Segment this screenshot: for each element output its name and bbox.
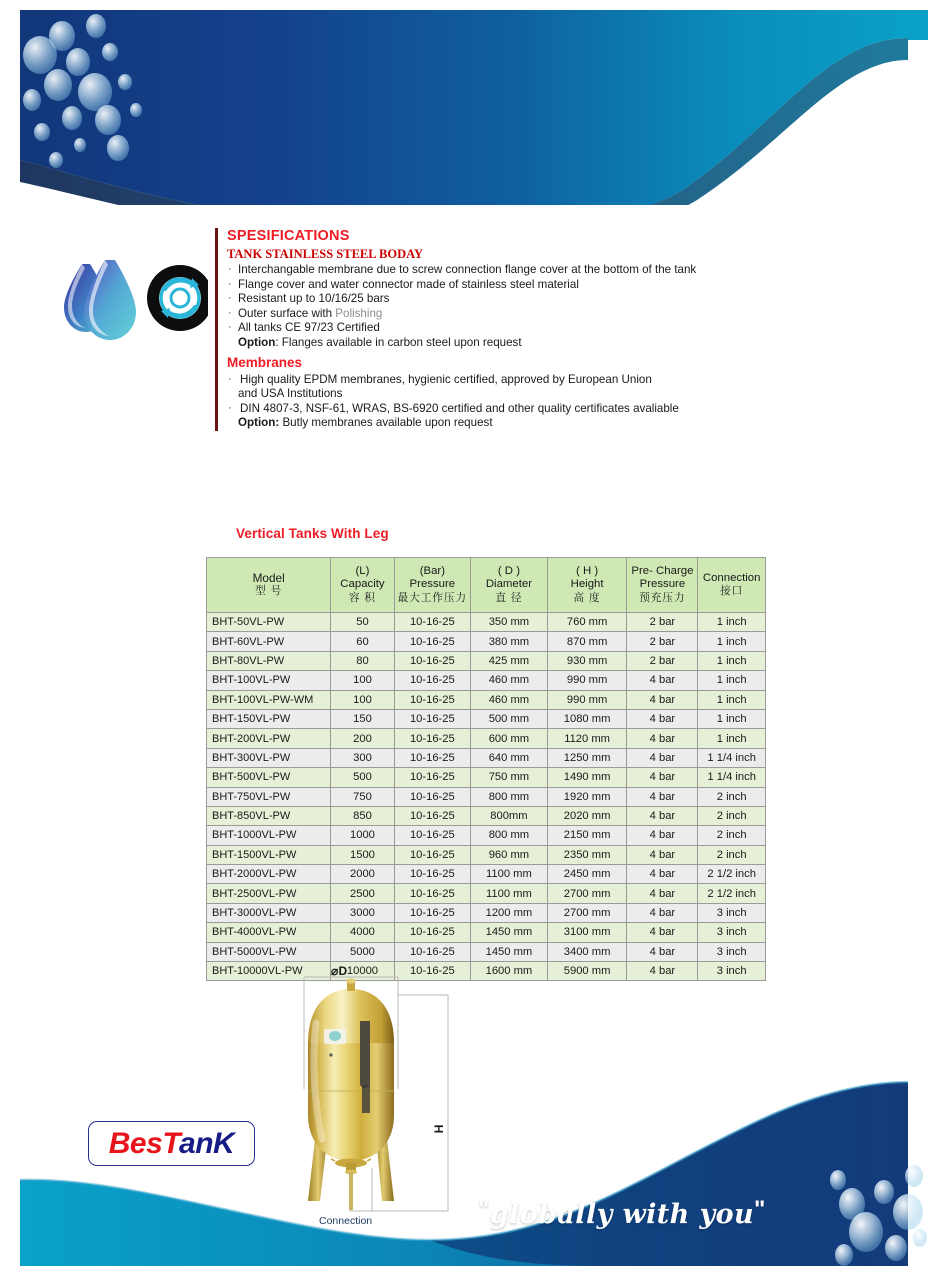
col-top: (L) xyxy=(355,564,370,577)
cell-diameter: 425 mm xyxy=(471,651,548,670)
cell-pressure: 10-16-25 xyxy=(394,806,471,825)
logo-part-bes: Bes xyxy=(108,1126,163,1160)
cell-height: 2700 mm xyxy=(547,903,627,922)
cell-connection: 2 1/2 inch xyxy=(698,865,766,884)
cell-precharge: 4 bar xyxy=(627,903,698,922)
table-row xyxy=(207,826,766,845)
column-header-model xyxy=(207,558,331,613)
cell-model: BHT-500VL-PW xyxy=(207,768,331,787)
cell-capacity: 1500 xyxy=(331,845,394,864)
cell-connection: 1 inch xyxy=(698,729,766,748)
bullet-dot-icon: · xyxy=(228,372,232,385)
cell-height: 870 mm xyxy=(547,632,627,651)
col-top: Pre- Charge xyxy=(631,564,694,577)
specifications-block xyxy=(215,228,855,431)
cell-connection: 1 1/4 inch xyxy=(698,748,766,767)
table-row xyxy=(207,632,766,651)
column-header-diameter xyxy=(471,558,548,613)
table-row xyxy=(207,806,766,825)
option-label: Option xyxy=(238,335,276,349)
tank-specification-table xyxy=(206,557,766,981)
cell-diameter: 600 mm xyxy=(471,729,548,748)
cell-connection: 3 inch xyxy=(698,903,766,922)
cell-model: BHT-2500VL-PW xyxy=(207,884,331,903)
cell-pressure: 10-16-25 xyxy=(394,729,471,748)
cell-diameter: 500 mm xyxy=(471,709,548,728)
table-row xyxy=(207,729,766,748)
bullet-dot-icon: · xyxy=(228,292,232,305)
column-header-capacity xyxy=(331,558,394,613)
col-mid: Capacity xyxy=(340,578,385,591)
cell-connection: 1 inch xyxy=(698,709,766,728)
table-row xyxy=(207,884,766,903)
col-cn: 接口 xyxy=(720,585,744,597)
cell-pressure: 10-16-25 xyxy=(394,903,471,922)
cell-height: 760 mm xyxy=(547,613,627,632)
cell-pressure: 10-16-25 xyxy=(394,865,471,884)
cell-height: 2020 mm xyxy=(547,806,627,825)
cell-connection: 1 inch xyxy=(698,671,766,690)
spec-item-text: All tanks CE 97/23 Certified xyxy=(238,321,380,335)
cell-pressure: 10-16-25 xyxy=(394,942,471,961)
cell-model: BHT-80VL-PW xyxy=(207,651,331,670)
cell-pressure: 10-16-25 xyxy=(394,613,471,632)
header-wave-main xyxy=(20,10,908,205)
cell-precharge: 4 bar xyxy=(627,709,698,728)
cell-precharge: 4 bar xyxy=(627,729,698,748)
cell-pressure: 10-16-25 xyxy=(394,690,471,709)
col-mid: Model xyxy=(252,570,285,585)
recycle-circle-icon xyxy=(147,265,208,331)
tagline-close-quote: " xyxy=(754,1196,766,1223)
cell-capacity: 60 xyxy=(331,632,394,651)
bullet-dot-icon: · xyxy=(228,263,232,275)
cell-capacity: 50 xyxy=(331,613,394,632)
cell-capacity: 750 xyxy=(331,787,394,806)
decorative-icons-group xyxy=(58,252,208,347)
cell-capacity: 1000 xyxy=(331,826,394,845)
col-top: ( H ) xyxy=(576,564,599,577)
bestank-logo xyxy=(88,1121,255,1166)
tagline-text: globally with you xyxy=(489,1199,755,1230)
tank-sensor-strip xyxy=(360,1021,370,1089)
cell-model: BHT-100VL-PW-WM xyxy=(207,690,331,709)
cell-model: BHT-300VL-PW xyxy=(207,748,331,767)
cell-pressure: 10-16-25 xyxy=(394,632,471,651)
cell-model: BHT-150VL-PW xyxy=(207,709,331,728)
cell-pressure: 10-16-25 xyxy=(394,787,471,806)
cell-connection: 3 inch xyxy=(698,923,766,942)
col-mid: Diameter xyxy=(485,578,533,591)
cell-precharge: 2 bar xyxy=(627,632,698,651)
cell-connection: 2 1/2 inch xyxy=(698,884,766,903)
cell-pressure: 10-16-25 xyxy=(394,923,471,942)
cell-model: BHT-10000VL-PW xyxy=(207,962,331,981)
table-row xyxy=(207,923,766,942)
cell-height: 930 mm xyxy=(547,651,627,670)
diagram-connection-label: Connection xyxy=(319,1215,373,1227)
bullet-dot-icon: · xyxy=(228,321,232,334)
table-row xyxy=(207,651,766,670)
tank-dome xyxy=(308,989,394,1043)
cell-model: BHT-2000VL-PW xyxy=(207,865,331,884)
cell-precharge: 4 bar xyxy=(627,671,698,690)
cell-pressure: 10-16-25 xyxy=(394,845,471,864)
spec-item xyxy=(227,263,855,278)
cell-capacity: 150 xyxy=(331,709,394,728)
cell-precharge: 4 bar xyxy=(627,923,698,942)
cell-connection: 1 inch xyxy=(698,632,766,651)
col-cn: 最大工作压力 xyxy=(397,591,468,604)
cell-connection: 2 inch xyxy=(698,806,766,825)
cell-precharge: 4 bar xyxy=(627,962,698,981)
table-row xyxy=(207,942,766,961)
table-row xyxy=(207,768,766,787)
cell-model: BHT-3000VL-PW xyxy=(207,903,331,922)
cell-model: BHT-50VL-PW xyxy=(207,613,331,632)
cell-height: 2700 mm xyxy=(547,884,627,903)
cell-diameter: 1600 mm xyxy=(471,962,548,981)
cell-precharge: 4 bar xyxy=(627,865,698,884)
cell-connection: 1 1/4 inch xyxy=(698,768,766,787)
col-mid: Connection xyxy=(702,571,761,584)
cell-height: 1080 mm xyxy=(547,709,627,728)
spec-item xyxy=(227,292,855,307)
header-wave-banner xyxy=(0,0,928,205)
table-row xyxy=(207,865,766,884)
spec-item-text: Resistant up to 10/16/25 bars xyxy=(238,292,390,306)
membrane-item-continuation xyxy=(227,387,855,402)
cell-diameter: 380 mm xyxy=(471,632,548,651)
cell-diameter: 1450 mm xyxy=(471,942,548,961)
tank-body-spec-list xyxy=(227,263,855,351)
logo-part-t: T xyxy=(162,1126,180,1160)
col-mid: Pressure xyxy=(639,578,686,591)
spec-item-surface xyxy=(227,307,855,322)
cell-model: BHT-750VL-PW xyxy=(207,787,331,806)
table-row xyxy=(207,671,766,690)
cell-pressure: 10-16-25 xyxy=(394,671,471,690)
cell-precharge: 4 bar xyxy=(627,690,698,709)
cell-diameter: 1100 mm xyxy=(471,865,548,884)
cell-pressure: 10-16-25 xyxy=(394,768,471,787)
cell-connection: 2 inch xyxy=(698,845,766,864)
spec-item-option xyxy=(227,336,855,351)
cell-pressure: 10-16-25 xyxy=(394,748,471,767)
cell-height: 3100 mm xyxy=(547,923,627,942)
cell-height: 2450 mm xyxy=(547,865,627,884)
membrane-item xyxy=(227,373,855,388)
membrane-item-option xyxy=(227,416,855,431)
cell-diameter: 800 mm xyxy=(471,826,548,845)
cell-pressure: 10-16-25 xyxy=(394,826,471,845)
cell-height: 1920 mm xyxy=(547,787,627,806)
cell-precharge: 2 bar xyxy=(627,613,698,632)
cell-precharge: 4 bar xyxy=(627,748,698,767)
cell-diameter: 800 mm xyxy=(471,787,548,806)
cell-diameter: 1450 mm xyxy=(471,923,548,942)
cell-capacity: 2000 xyxy=(331,865,394,884)
cell-connection: 3 inch xyxy=(698,962,766,981)
cell-height: 1490 mm xyxy=(547,768,627,787)
header-wave-svg xyxy=(0,0,928,205)
cell-diameter: 1100 mm xyxy=(471,884,548,903)
table-header xyxy=(207,558,766,613)
membrane-item xyxy=(227,402,855,417)
cell-height: 1120 mm xyxy=(547,729,627,748)
spec-item-text: Interchangable membrane due to screw connection flange cover at the bottom of the tank xyxy=(238,263,697,276)
logo-wordmark xyxy=(108,1126,235,1160)
cell-precharge: 2 bar xyxy=(627,651,698,670)
cell-capacity: 80 xyxy=(331,651,394,670)
cell-diameter: 460 mm xyxy=(471,671,548,690)
option-label: Option: xyxy=(238,416,280,430)
col-cn: 直 径 xyxy=(495,591,523,604)
column-header-precharge-pressure xyxy=(627,558,698,613)
cell-precharge: 4 bar xyxy=(627,768,698,787)
tank-body-subheading: TANK STAINLESS STEEL BODAY xyxy=(227,247,424,261)
table-row xyxy=(207,903,766,922)
col-cn: 预充压力 xyxy=(639,591,686,604)
cell-capacity: 100 xyxy=(331,690,394,709)
cell-capacity: 2500 xyxy=(331,884,394,903)
cell-pressure: 10-16-25 xyxy=(394,651,471,670)
cell-height: 2150 mm xyxy=(547,826,627,845)
cell-capacity: 850 xyxy=(331,806,394,825)
cell-diameter: 460 mm xyxy=(471,690,548,709)
table-header-row xyxy=(207,558,766,613)
cell-capacity: 3000 xyxy=(331,903,394,922)
table-row xyxy=(207,709,766,728)
cell-precharge: 4 bar xyxy=(627,845,698,864)
cell-precharge: 4 bar xyxy=(627,884,698,903)
spec-item-text: Flange cover and water connector made of stainless steel material xyxy=(238,277,579,291)
cell-precharge: 4 bar xyxy=(627,942,698,961)
cell-connection: 2 inch xyxy=(698,826,766,845)
table-body xyxy=(207,613,766,981)
cell-model: BHT-1500VL-PW xyxy=(207,845,331,864)
logo-part-k: K xyxy=(213,1126,235,1160)
cell-diameter: 960 mm xyxy=(471,845,548,864)
logo-part-an: an xyxy=(179,1126,214,1160)
option-text: : Flanges available in carbon steel upon request xyxy=(275,335,522,349)
cell-connection: 1 inch xyxy=(698,651,766,670)
cell-capacity: 200 xyxy=(331,729,394,748)
spec-item-text: Outer surface with xyxy=(238,306,336,320)
bullet-dot-icon: · xyxy=(228,306,232,319)
spec-item xyxy=(227,278,855,293)
tagline-open-quote: " xyxy=(478,1196,490,1223)
cell-height: 1250 mm xyxy=(547,748,627,767)
table-row xyxy=(207,690,766,709)
col-mid: Pressure xyxy=(409,578,456,591)
bullet-dot-icon: · xyxy=(228,277,232,290)
membranes-heading: Membranes xyxy=(227,354,303,370)
company-tagline xyxy=(478,1196,766,1230)
col-cn: 高 度 xyxy=(573,591,601,604)
membrane-item-text: and USA Institutions xyxy=(238,387,343,401)
membrane-item-text: DIN 4807-3, NSF-61, WRAS, BS-6920 certified and other quality certificates avaliable xyxy=(240,401,679,415)
spec-item-certified xyxy=(227,321,855,336)
cell-height: 2350 mm xyxy=(547,845,627,864)
specifications-heading: SPESIFICATIONS xyxy=(227,228,350,244)
cell-capacity: 100 xyxy=(331,671,394,690)
cell-pressure: 10-16-25 xyxy=(394,709,471,728)
cell-model: BHT-4000VL-PW xyxy=(207,923,331,942)
col-top: (Bar) xyxy=(419,564,445,577)
footer-wave-banner xyxy=(0,1080,928,1274)
option-text: Butly membranes available upon request xyxy=(279,416,493,430)
col-cn: 型 号 xyxy=(255,585,283,597)
column-header-pressure xyxy=(394,558,471,613)
bullet-dot-icon: · xyxy=(228,401,232,414)
cell-model: BHT-1000VL-PW xyxy=(207,826,331,845)
cell-pressure: 10-16-25 xyxy=(394,962,471,981)
cell-diameter: 640 mm xyxy=(471,748,548,767)
cell-precharge: 4 bar xyxy=(627,826,698,845)
column-header-height xyxy=(547,558,627,613)
membranes-spec-list xyxy=(227,373,855,431)
cell-capacity: 500 xyxy=(331,768,394,787)
table-row xyxy=(207,748,766,767)
cell-diameter: 1200 mm xyxy=(471,903,548,922)
cell-height: 3400 mm xyxy=(547,942,627,961)
cell-height: 990 mm xyxy=(547,690,627,709)
cell-diameter: 750 mm xyxy=(471,768,548,787)
cell-capacity: 300 xyxy=(331,748,394,767)
cell-model: BHT-60VL-PW xyxy=(207,632,331,651)
membrane-item-text: High quality EPDM membranes, hygienic certified, approved by European Union xyxy=(240,372,652,386)
table-heading: Vertical Tanks With Leg xyxy=(236,526,389,541)
cell-height: 990 mm xyxy=(547,671,627,690)
cell-model: BHT-5000VL-PW xyxy=(207,942,331,961)
cell-diameter: 350 mm xyxy=(471,613,548,632)
table-row xyxy=(207,845,766,864)
diagram-diameter-label: ⌀D xyxy=(331,964,348,978)
col-cn: 容 积 xyxy=(348,591,377,604)
cell-connection: 1 inch xyxy=(698,613,766,632)
cell-pressure: 10-16-25 xyxy=(394,884,471,903)
table-row xyxy=(207,613,766,632)
cell-model: BHT-200VL-PW xyxy=(207,729,331,748)
cell-model: BHT-100VL-PW xyxy=(207,671,331,690)
col-mid: Height xyxy=(570,578,604,591)
cell-connection: 1 inch xyxy=(698,690,766,709)
cell-capacity: 4000 xyxy=(331,923,394,942)
cell-capacity: 5000 xyxy=(331,942,394,961)
col-top: ( D ) xyxy=(497,564,520,577)
spec-item-polishing: Polishing xyxy=(335,306,383,320)
cell-connection: 3 inch xyxy=(698,942,766,961)
table-row xyxy=(207,787,766,806)
cell-model: BHT-850VL-PW xyxy=(207,806,331,825)
cell-connection: 2 inch xyxy=(698,787,766,806)
cell-capacity: 10000 xyxy=(331,962,394,981)
cell-precharge: 4 bar xyxy=(627,787,698,806)
column-header-connection xyxy=(698,558,766,613)
cell-diameter: 800mm xyxy=(471,806,548,825)
diagram-height-label: H xyxy=(431,1124,446,1134)
cell-precharge: 4 bar xyxy=(627,806,698,825)
cell-height: 5900 mm xyxy=(547,962,627,981)
